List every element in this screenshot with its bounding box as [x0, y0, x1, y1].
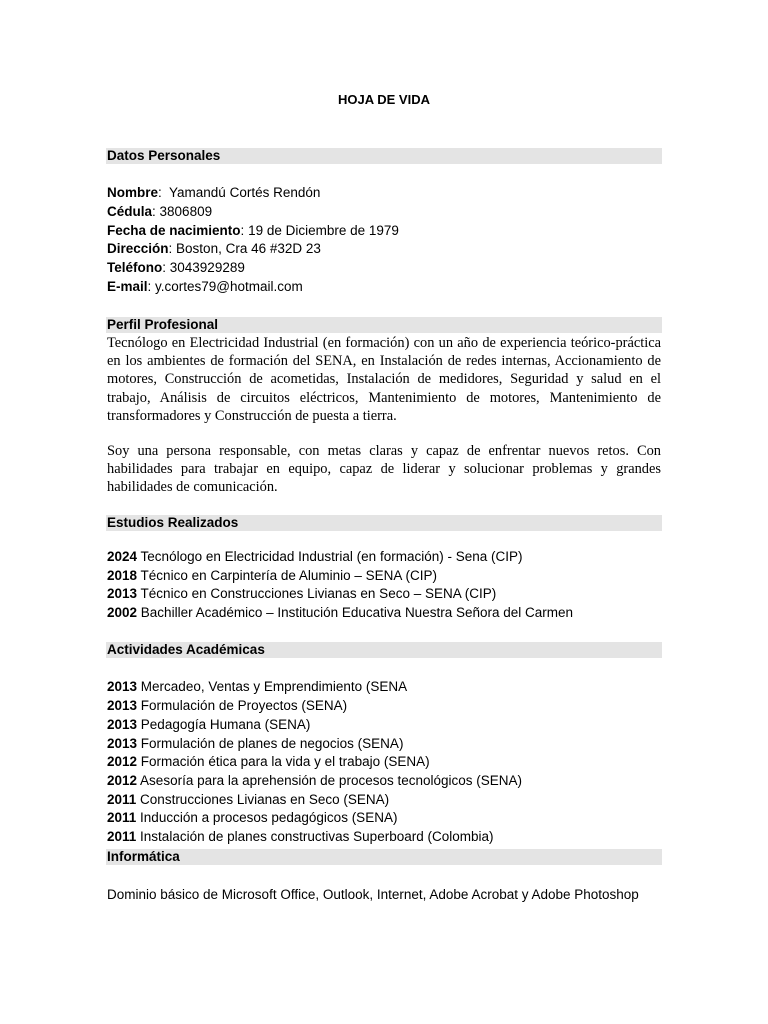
field-value: 19 de Diciembre de 1979	[248, 223, 399, 238]
field-label: Teléfono	[107, 260, 163, 275]
document-title: HOJA DE VIDA	[338, 92, 430, 107]
item-year: 2018	[107, 568, 138, 583]
field-label: Nombre	[107, 185, 159, 200]
item-year: 2012	[107, 773, 138, 788]
field-value: 3806809	[159, 204, 213, 219]
item-text: Inducción a procesos pedagógicos (SENA)	[136, 810, 398, 825]
perfil-paragraph-2: Soy una persona responsable, con metas claras y capaz de enfrentar nuevos retos. Con habilidades para trabajar en equipo, capaz de liderar y solucionar problemas y grandes habilidades de comunicación.	[107, 443, 661, 496]
section-heading-actividades: Actividades Académicas	[106, 642, 662, 658]
field-email	[107, 278, 303, 297]
section-heading-perfil-profesional: Perfil Profesional	[106, 317, 662, 333]
item-text: Técnico en Carpintería de Aluminio – SENA (CIP)	[137, 568, 437, 583]
field-label: Fecha de nacimiento	[107, 223, 241, 238]
item-text: Formulación de Proyectos (SENA)	[137, 698, 348, 713]
item-year: 2013	[107, 736, 138, 751]
item-text: Tecnólogo en Electricidad Industrial (en formación) - Sena (CIP)	[137, 549, 523, 564]
item-year: 2013	[107, 717, 138, 732]
section-heading-estudios: Estudios Realizados	[106, 515, 662, 531]
list-item	[107, 678, 407, 697]
list-item	[107, 697, 347, 716]
field-telefono	[107, 259, 245, 278]
section-heading-informatica: Informática	[106, 849, 662, 865]
item-year: 2011	[107, 792, 137, 807]
list-item	[107, 735, 403, 754]
item-text: Asesoría para la aprehensión de procesos tecnológicos (SENA)	[137, 773, 523, 788]
list-item	[107, 753, 430, 772]
item-text: Instalación de planes constructivas Superboard (Colombia)	[136, 829, 494, 844]
item-year: 2024	[107, 549, 138, 564]
field-label: Cédula	[107, 204, 153, 219]
field-nombre	[107, 184, 320, 203]
field-sep: :	[147, 279, 156, 294]
field-sep: :	[152, 204, 160, 219]
item-year: 2011	[107, 829, 137, 844]
list-item	[107, 791, 389, 810]
field-sep: :	[168, 241, 177, 256]
item-year: 2013	[107, 698, 138, 713]
item-year: 2013	[107, 679, 138, 694]
field-sep: :	[240, 223, 249, 238]
field-value: y.cortes79@hotmail.com	[155, 279, 303, 294]
item-year: 2011	[107, 810, 137, 825]
list-item	[107, 716, 310, 735]
list-item	[107, 809, 397, 828]
field-value: 3043929289	[169, 260, 245, 275]
informatica-text: Dominio básico de Microsoft Office, Outlook, Internet, Adobe Acrobat y Adobe Photoshop	[107, 887, 639, 902]
item-text: Formulación de planes de negocios (SENA)	[137, 736, 404, 751]
list-item	[107, 604, 573, 623]
field-cedula	[107, 203, 212, 222]
section-heading-datos-personales: Datos Personales	[106, 148, 662, 164]
field-sep: :	[162, 260, 170, 275]
item-text: Pedagogía Humana (SENA)	[137, 717, 311, 732]
list-item	[107, 548, 522, 567]
field-value: Boston, Cra 46 #32D 23	[176, 241, 321, 256]
field-value: Yamandú Cortés Rendón	[169, 185, 321, 200]
perfil-paragraph-1: Tecnólogo en Electricidad Industrial (en formación) con un año de experiencia teórico-práctica en los ambientes de formación del SENA, en Instalación de redes internas, Accionamiento de motores, Construcción de acometidas, Instalación de medidores, Seguridad y salud en el trabajo, Análisis de circuitos eléctricos, Mantenimiento de motores, Mantenimiento de transformadores y Construcción de puesta a tierra.	[107, 335, 661, 424]
list-item	[107, 567, 437, 586]
item-text: Mercadeo, Ventas y Emprendimiento (SENA	[137, 679, 408, 694]
field-sep: :	[158, 185, 170, 200]
field-label: E-mail	[107, 279, 148, 294]
item-text: Formación ética para la vida y el trabajo (SENA)	[137, 754, 430, 769]
item-year: 2012	[107, 754, 138, 769]
list-item	[107, 585, 496, 604]
item-text: Construcciones Livianas en Seco (SENA)	[136, 792, 390, 807]
field-fecha-nacimiento	[107, 222, 399, 241]
item-year: 2002	[107, 605, 138, 620]
field-direccion	[107, 240, 321, 259]
list-item	[107, 772, 522, 791]
item-text: Técnico en Construcciones Livianas en Seco – SENA (CIP)	[137, 586, 497, 601]
item-year: 2013	[107, 586, 138, 601]
field-label: Dirección	[107, 241, 169, 256]
item-text: Bachiller Académico – Institución Educativa Nuestra Señora del Carmen	[137, 605, 574, 620]
list-item	[107, 828, 494, 847]
